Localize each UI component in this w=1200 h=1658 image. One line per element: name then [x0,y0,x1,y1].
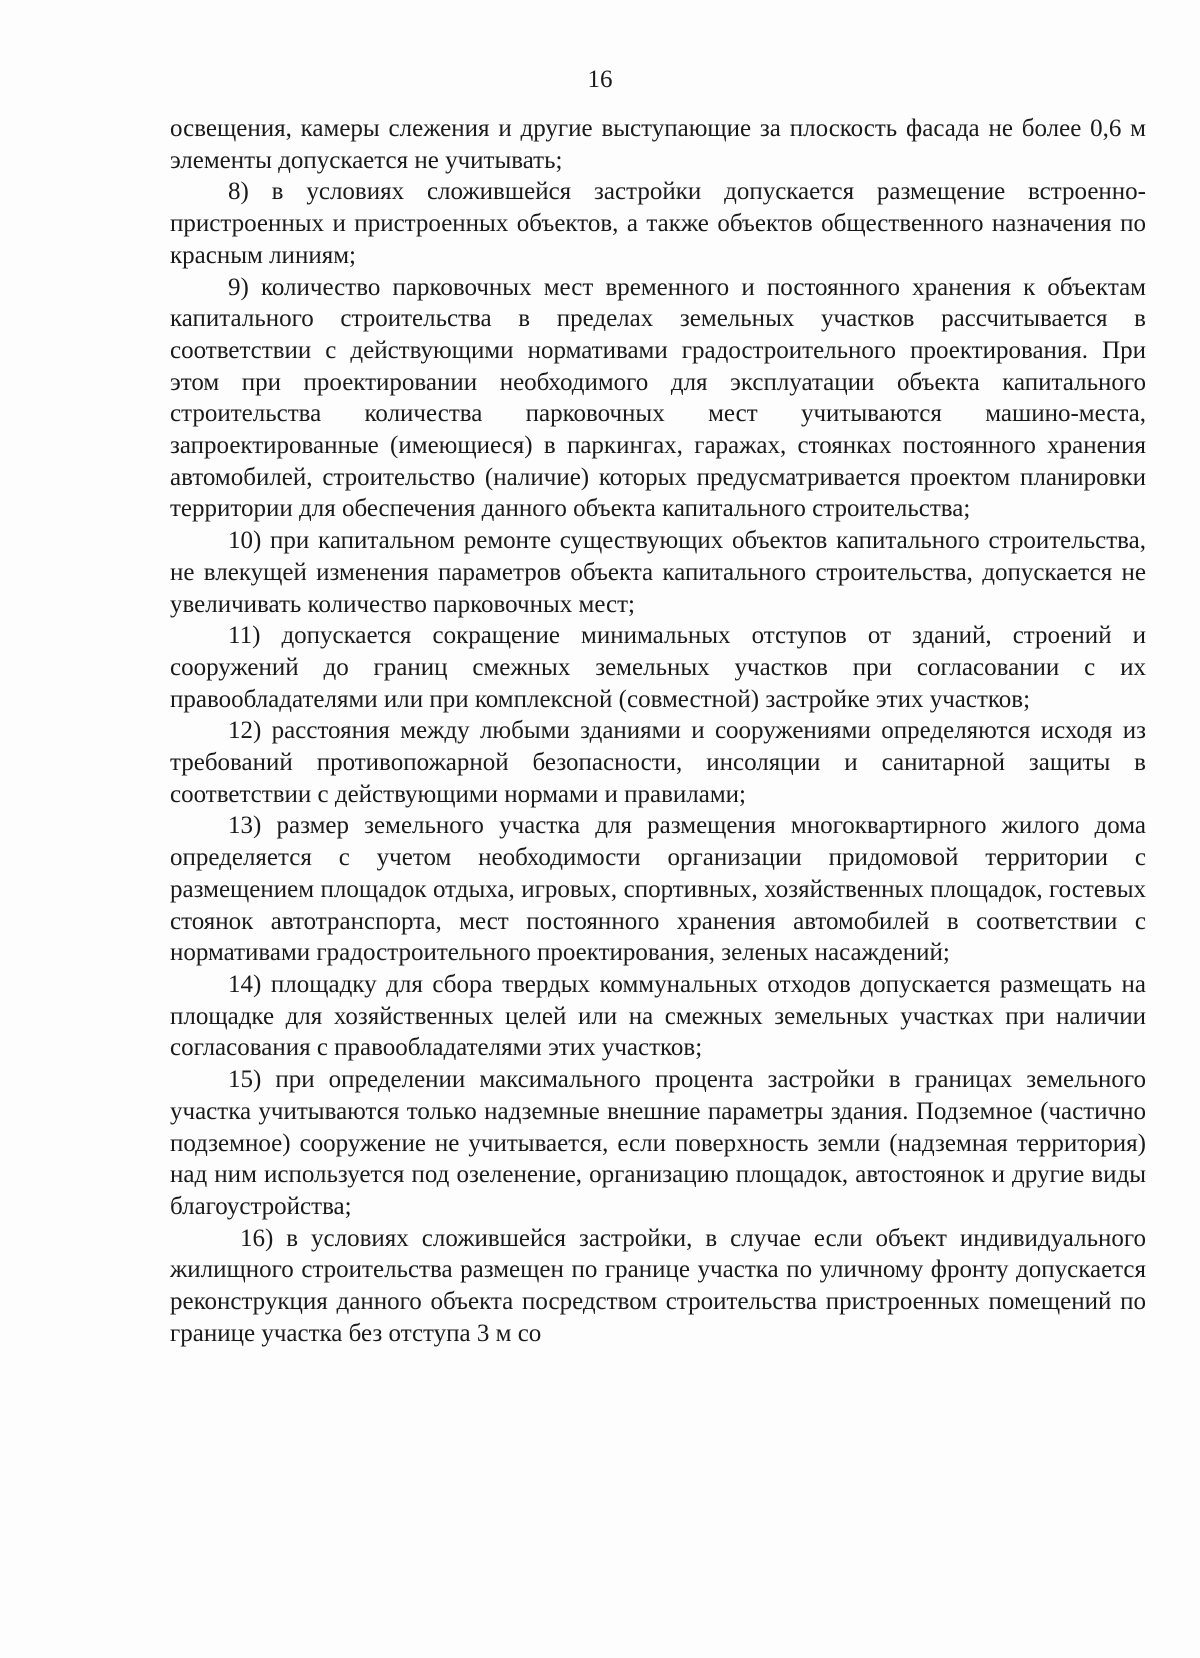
paragraph-item-11: 11) допускается сокращение минимальных отступов от зданий, строений и сооружений до границ смежных земельных участков при согласовании с их правообладателями или при комплексной (совместной) застройке этих участков; [170,622,1146,713]
page-number: 16 [587,66,613,93]
document-body [170,113,1146,1349]
paragraph-item-15: 15) при определении максимального процента застройки в границах земельного участка учитываются только надземные внешние параметры здания. Подземное (частично подземное) сооружение не учитывается, если поверхность земли (надземная территория) над ним используется под озеленение, организацию площадок, автостоянок и другие виды благоустройства; [170,1066,1146,1220]
paragraph-item-12: 12) расстояния между любыми зданиями и сооружениями определяются исходя из требований противопожарной безопасности, инсоляции и санитарной защиты в соответствии с действующими нормами и правилами; [170,717,1146,808]
paragraph-item-13: 13) размер земельного участка для размещения многоквартирного жилого дома определяется с учетом необходимости организации придомовой территории с размещением площадок отдыха, игровых, спортивных, хозяйственных площадок, гостевых стоянок автотранспорта, мест постоянного хранения автомобилей в соответствии с нормативами градостроительного проектирования, зеленых насаждений; [170,812,1146,967]
paragraph-item-9: 9) количество парковочных мест временного и постоянного хранения к объектам капитального строительства в пределах земельных участков рассчитывается в соответствии с действующими нормативами градостроительного проектирования. При этом при проектировании необходимого для эксплуатации объекта капитального строительства количества парковочных мест учитываются машино-места, запроектированные (имеющиеся) в паркингах, гаражах, стоянках постоянного хранения автомобилей, строительство (наличие) которых предусматривается проектом планировки территории для обеспечения данного объекта капитального строительства; [170,273,1146,523]
paragraph-item-14: 14) площадку для сбора твердых коммунальных отходов допускается размещать на площадке для хозяйственных целей или на смежных земельных участках при наличии согласования с правообладателями этих участков; [170,970,1146,1062]
paragraph-item-16: 16) в условиях сложившейся застройки, в случае если объект индивидуального жилищного строительства размещен по границе участка по уличному фронту допускается реконструкция данного объекта посредством строительства пристроенных помещений по границе участка без отступа 3 м со [170,1224,1146,1347]
paragraph-continuation: освещения, камеры слежения и другие выступающие за плоскость фасада не более 0,6 м элементы допускается не учитывать; [170,115,1146,174]
paragraph-item-10: 10) при капитальном ремонте существующих объектов капитального строительства, не влекущей изменения параметров объекта капитального строительства, допускается не увеличивать количество парковочных мест; [170,527,1146,618]
paragraph-item-8: 8) в условиях сложившейся застройки допускается размещение встроенно-пристроенных и пристроенных объектов, а также объектов общественного назначения по красным линиям; [170,178,1146,269]
